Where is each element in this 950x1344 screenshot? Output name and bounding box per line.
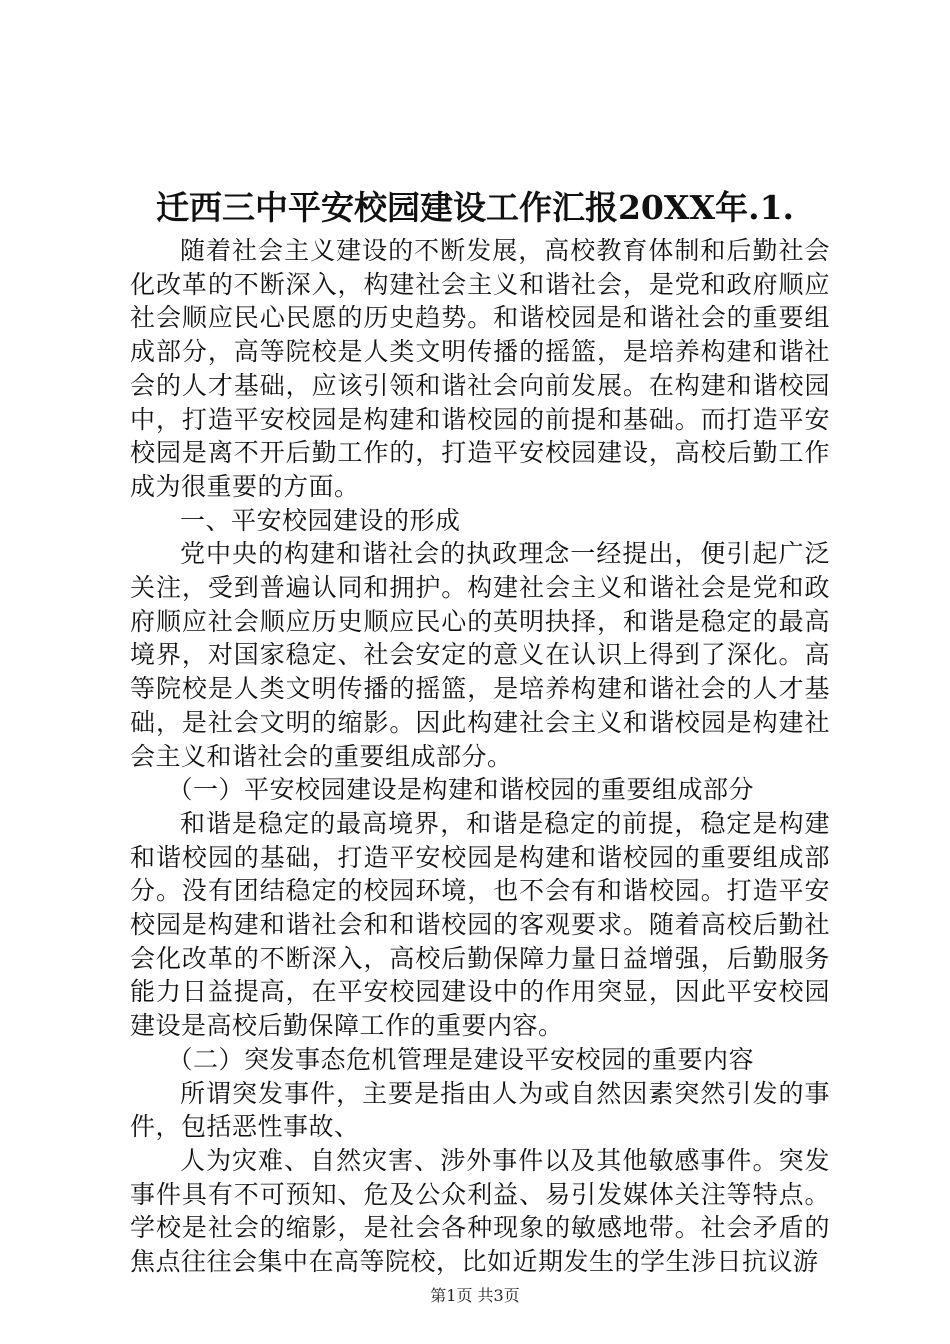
- subsection-heading-2: （二）突发事态危机管理是建设平安校园的重要内容: [167, 1044, 755, 1074]
- paragraph-subsection-2b: 人为灾难、自然灾害、涉外事件以及其他敏感事件。突发事件具有不可预知、危及公众利益、易引发媒体关注等特点。学校是社会的缩影，是社会各种现象的敏感地带。社会矛盾的焦点往往会集中在高等院校，比如近期发生的学生涉日抗议游: [130, 1145, 830, 1277]
- subsection-heading-1: （一）平安校园建设是构建和谐校园的重要组成部分: [167, 775, 755, 805]
- paragraph-intro: 随着社会主义建设的不断发展，高校教育体制和后勤社会化改革的不断深入，构建社会主义和谐社会，是党和政府顺应社会顺应民心民愿的历史趋势。和谐校园是和谐社会的重要组成部分，高等院校是人类文明传播的摇篮，是培养构建和谐社会的人才基础，应该引领和谐社会向前发展。在构建和谐校园中，打造平安校园是构建和谐校园的前提和基础。而打造平安校园是离不开后勤工作的，打造平安校园建设，高校后勤工作成为很重要的方面。: [130, 236, 830, 501]
- document-body: [130, 234, 830, 1279]
- paragraph-subsection-2a: 所谓突发事件，主要是指由人为或自然因素突然引发的事件，包括恶性事故、: [130, 1078, 830, 1142]
- paragraph-section-1: 党中央的构建和谐社会的执政理念一经提出，便引起广泛关注，受到普遍认同和拥护。构建社会主义和谐社会是党和政府顺应社会顺应历史顺应民心的英明抉择，和谐是稳定的最高境界，对国家稳定、社会安定的意义在认识上得到了深化。高等院校是人类文明传播的摇篮，是培养构建和谐社会的人才基础，是社会文明的缩影。因此构建社会主义和谐校园是构建社会主义和谐社会的重要组成部分。: [130, 539, 830, 771]
- page-footer: 第1页 共3页: [430, 1286, 520, 1305]
- paragraph-subsection-1: 和谐是稳定的最高境界，和谐是稳定的前提，稳定是构建和谐校园的基础，打造平安校园是构建和谐校园的重要组成部分。没有团结稳定的校园环境，也不会有和谐校园。打造平安校园是构建和谐社会和和谐校园的客观要求。随着高校后勤社会化改革的不断深入，高校后勤保障力量日益增强，后勤服务能力日益提高，在平安校园建设中的作用突显，因此平安校园建设是高校后勤保障工作的重要内容。: [130, 808, 830, 1041]
- section-heading-1: 一、平安校园建设的形成: [180, 505, 461, 535]
- document-title: 迁西三中平安校园建设工作汇报20XX年.1.: [155, 188, 795, 227]
